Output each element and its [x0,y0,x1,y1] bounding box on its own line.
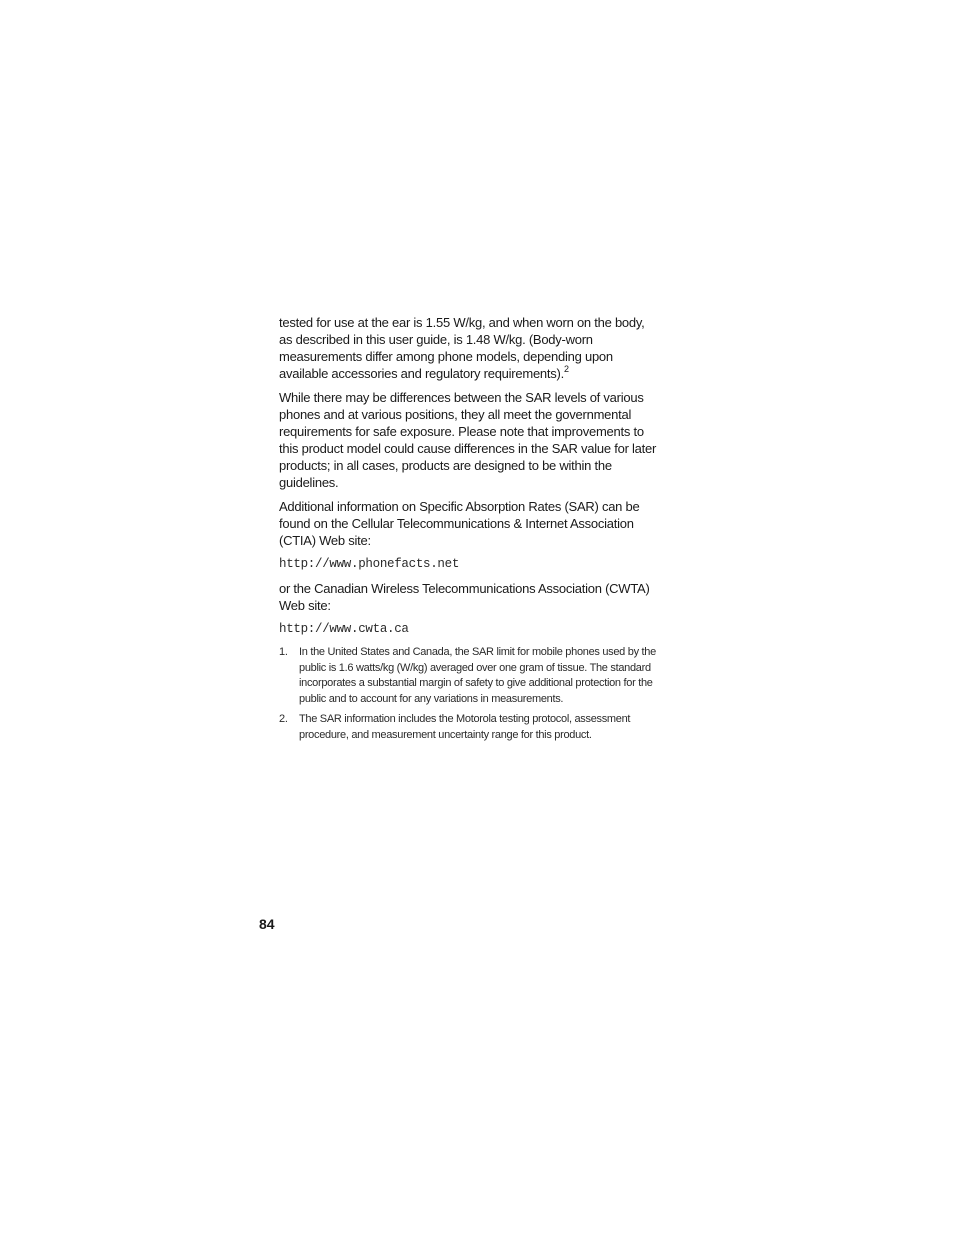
body-paragraph-2: While there may be differences between the SAR levels of various phones and at various positions, they all meet the governmental requirements for safe exposure. Please note that improvements to this product model could cause differences in the SAR value for later products; in all cases, products are designed to be within the guidelines. [279,390,657,490]
body-paragraph-3: Additional information on Specific Absorption Rates (SAR) can be found on the Cellular Telecommunications & Internet Association (CTIA) Web site: [279,499,640,548]
footnotes [279,645,661,743]
cwta-url[interactable]: http://www.cwta.ca [279,622,409,636]
body-paragraph-1-text: tested for use at the ear is 1.55 W/kg, and when worn on the body, as described in this user guide, is 1.48 W/kg. (Body-worn measurements differ among phone models, depending upon available accessories and regulatory requirements). [279,315,645,381]
body-paragraph-1 [279,314,661,382]
phonefacts-url[interactable]: http://www.phonefacts.net [279,557,460,571]
footnote-2-text: The SAR information includes the Motorola testing protocol, assessment procedure, and measurement uncertainty range for this product. [299,713,631,741]
page-number: 84 [259,916,275,932]
footnote-2 [279,712,661,743]
footnote-1-text: In the United States and Canada, the SAR limit for mobile phones used by the public is 1.6 watts/kg (W/kg) averaged over one gram of tissue. The standard incorporates a substantial margin of safety to give additional protection for the public and to account for any variations in measurements. [299,646,656,705]
footnote-2-number: 2. [279,713,288,725]
footnote-1-number: 1. [279,646,288,658]
footnote-reference-2: 2 [563,363,569,374]
footnote-1 [279,645,661,707]
body-paragraph-4: or the Canadian Wireless Telecommunications Association (CWTA) Web site: [279,581,650,613]
page-content [279,314,661,748]
